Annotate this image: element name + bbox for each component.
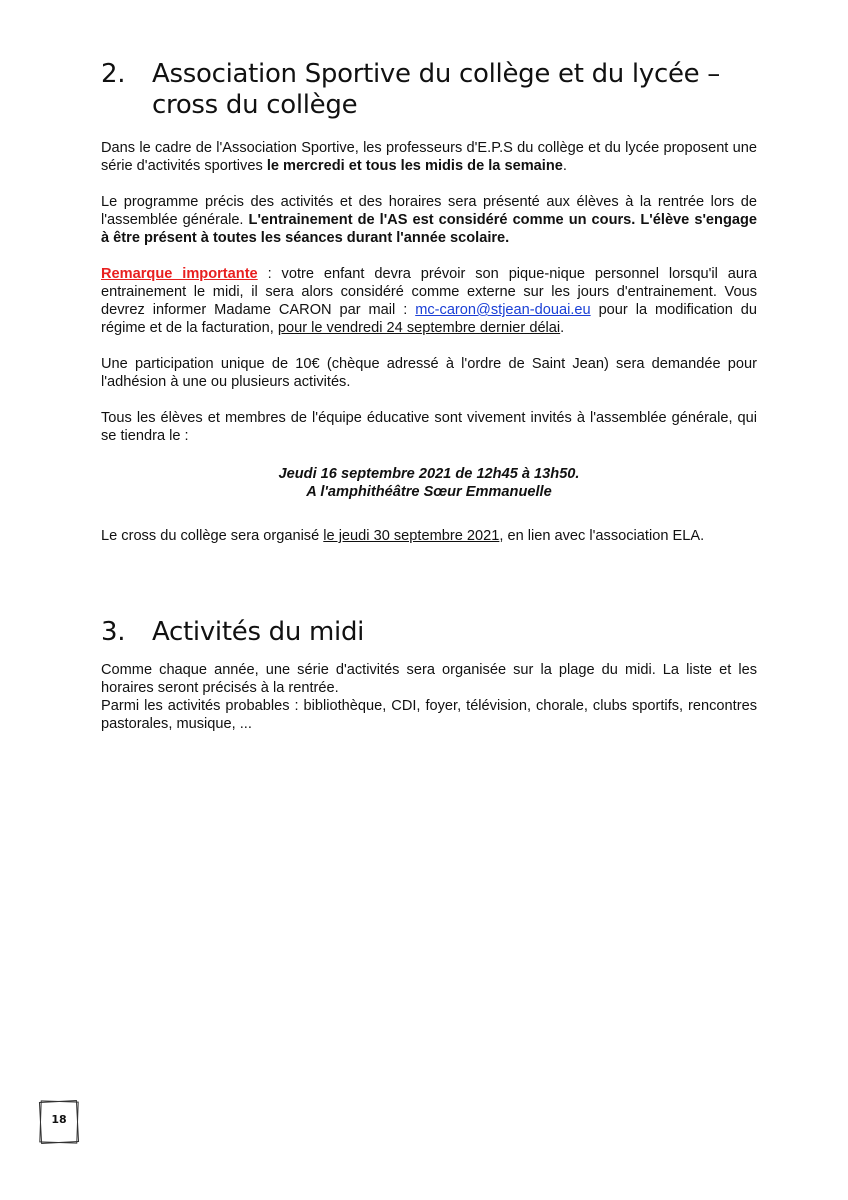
page-number-box — [40, 1101, 78, 1143]
deadline-text: pour le vendredi 24 septembre dernier délai — [277, 320, 561, 336]
section-3-heading — [101, 617, 761, 648]
cross-date: le jeudi 30 septembre 2021 — [323, 528, 500, 544]
p3-text: : votre enfant devra prévoir son pique-nique personnel lorsqu'il aura entrainement le midi, il sera alors considéré comme externe sur les jours d'entrainement. Vous devrez informer Madame CARON par mail : — [101, 266, 757, 318]
section-2-paragraph-5: Tous les élèves et membres de l'équipe éducative sont vivement invités à l'assemblée générale, qui se tiendra le : — [101, 410, 757, 444]
section-3-number: 3. — [101, 617, 126, 647]
p6-end: , en lien avec l'association ELA. — [499, 528, 705, 544]
p3-text-2: pour la modification du régime et de la facturation, — [101, 302, 758, 336]
section-2-title: Association Sportive du collège et du lycée – cross du collège — [152, 59, 720, 120]
section-2-number: 2. — [101, 59, 126, 89]
important-note-label: Remarque importante — [101, 266, 258, 282]
section-2-paragraph-3 — [101, 265, 757, 337]
assembly-place: A l'amphithéâtre Sœur Emmanuelle — [306, 484, 552, 500]
section-2-paragraph-6 — [101, 527, 757, 545]
p1-bold: le mercredi et tous les midis de la semaine — [266, 158, 563, 174]
section-2-paragraph-4: Une participation unique de 10€ (chèque adressé à l'ordre de Saint Jean) sera demandée pour l'adhésion à une ou plusieurs activités. — [101, 356, 757, 390]
p1-text: Dans le cadre de l'Association Sportive, les professeurs d'E.P.S du collège et du lycée proposent une série d'activités sportives — [101, 140, 757, 174]
section-2-paragraph-2 — [101, 193, 757, 247]
section-3-paragraph-1: Comme chaque année, une série d'activités sera organisée sur la plage du midi. La liste et les horaires seront précisés à la rentrée. — [101, 662, 757, 696]
section-2-heading — [101, 59, 761, 121]
p6-text: Le cross du collège sera organisé — [101, 528, 324, 544]
section-3-title: Activités du midi — [152, 617, 365, 647]
section-3-paragraph-2: Parmi les activités probables : bibliothèque, CDI, foyer, télévision, chorale, clubs sportifs, rencontres pastorales, musique, ... — [101, 698, 757, 732]
p3-end: . — [560, 320, 565, 336]
email-link[interactable]: mc-caron@stjean-douai.eu — [415, 302, 591, 318]
p2-text: Le programme précis des activités et des horaires sera présenté aux élèves à la rentrée lors de l'assemblée générale. — [101, 194, 757, 228]
page-number: 18 — [51, 1113, 67, 1126]
p1-end: . — [562, 158, 567, 174]
p2-bold: L'entrainement de l'AS est considéré comme un cours. L'élève s'engage à être présent à toutes les séances durant l'année scolaire. — [101, 212, 758, 246]
assembly-date: Jeudi 16 septembre 2021 de 12h45 à 13h50. — [278, 466, 580, 482]
section-2-paragraph-1 — [101, 139, 757, 175]
